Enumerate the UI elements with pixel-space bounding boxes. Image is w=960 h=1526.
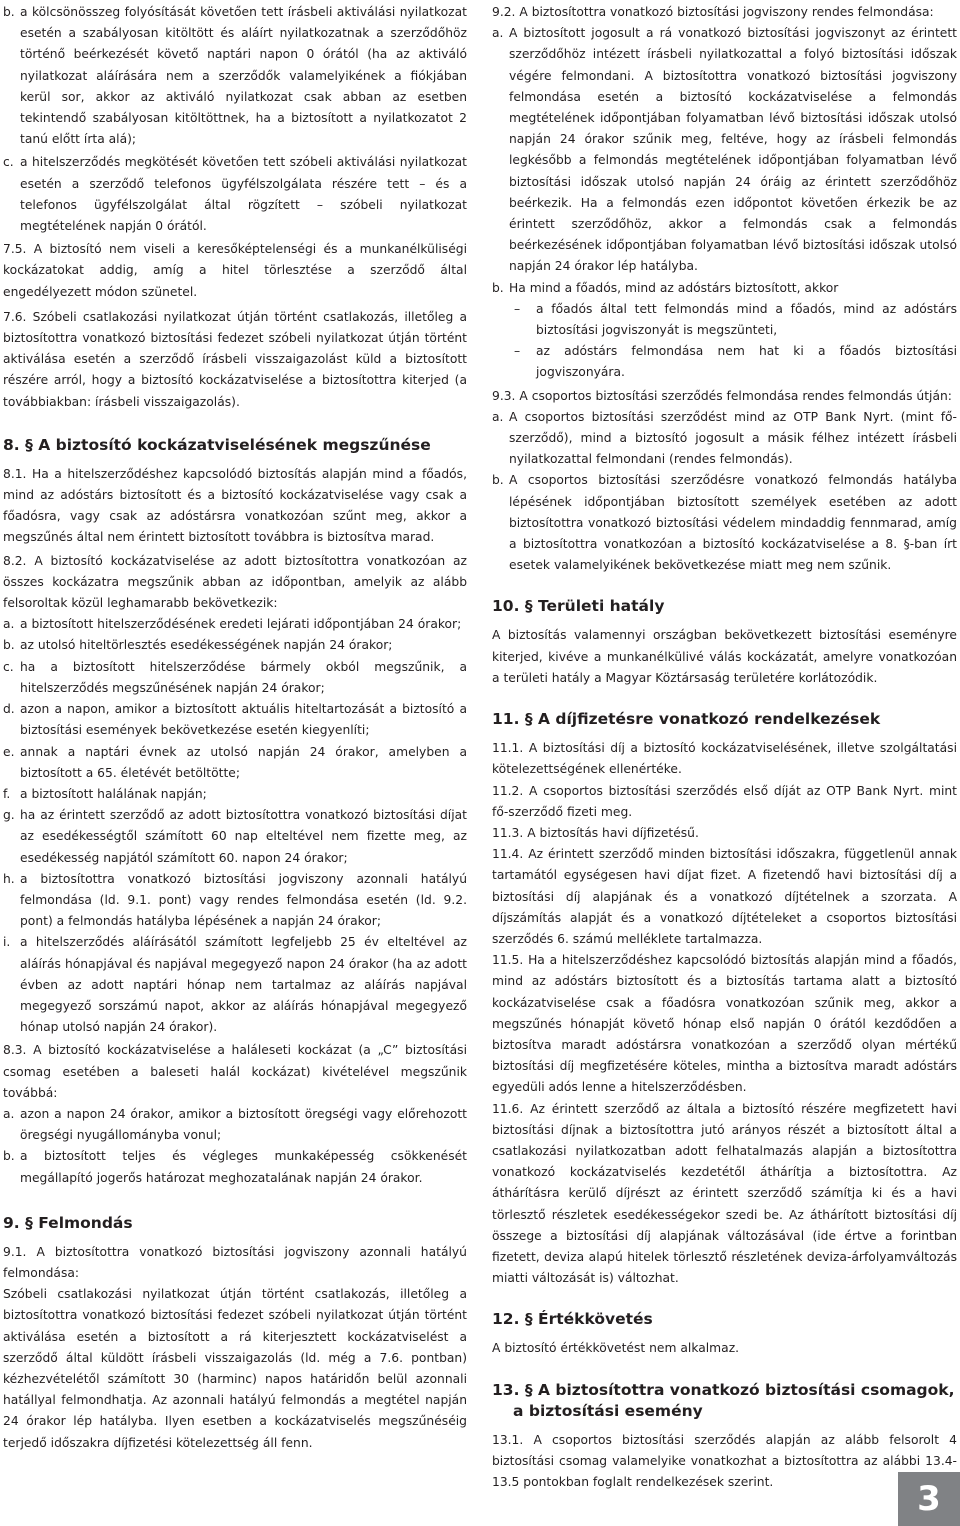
list-8-3: [3, 1104, 467, 1189]
list-item: b. a biztosított teljes és végleges munkaképesség csökkenését megállapító jogerős határozat meghozatalának napján 24 órakor.: [3, 1149, 467, 1185]
paragraph-12: A biztosító értékkövetést nem alkalmaz.: [492, 1341, 740, 1356]
paragraph-9-2: 9.2. A biztosítottra vonatkozó biztosítási jogviszony rendes felmondása:: [492, 5, 934, 19]
list-item: a. azon a napon 24 órakor, amikor a biztosított öregségi vagy előrehozott öregségi nyugállományba vonul;: [3, 1106, 467, 1143]
dash-list-item: – az adóstárs felmondása nem hat ki a főadós biztosítási jogviszonyára.: [514, 344, 957, 380]
paragraph-10: A biztosítás valamennyi országban bekövetkezett biztosítási eseményre kiterjed, kivéve a munkanélkülivé válás kockázatát, amelyre vonatkozóan a területi hatály a Magyar Köztársaság területére korlátozódik.: [492, 628, 957, 685]
section-heading-8: 8. § A biztosító kockázatviselésének megszűnése: [3, 435, 431, 454]
paragraph-7-6: 7.6. Szóbeli csatlakozási nyilatkozat útján történt csatlakozás, illetőleg a biztosítottra vonatkozó biztosítási fedezet szóbeli nyilatkozat útján történt aktiválása esetén a szerződő írásbeli visszaigazolást küld a biztosított részére arról, hogy a biztosító kockázatviselése a biztosítottra kiterjed (a továbbiakban: írásbeli visszaigazolás).: [3, 309, 467, 409]
dash-list-item: – a főadós által tett felmondás mind a főadós, mind az adóstárs biztosítási jogviszonyát is megszünteti,: [514, 301, 957, 338]
paragraph-11-4: 11.4. Az érintett szerződő minden biztosítási időszakra, függetlenül annak tartamától egységesen havi díjat fizet. A fizetendő havi biztosítási díj a biztosítási díj alapjának és a vonatkozó díjtételnek a szorzata. A díjszámítás alapját és a vonatkozó díjtételeket a csoportos biztosítási szerződés 6. számú melléklete tartalmazza.: [492, 847, 957, 946]
section-heading-13-line-2: a biztosítási esemény: [513, 1401, 703, 1420]
left-column: [3, 2, 467, 1454]
paragraph-9-1: 9.1. A biztosítottra vonatkozó biztosítási jogviszony azonnali hatályú felmondása:: [3, 1244, 467, 1280]
paragraph-8-1: 8.1. Ha a hitelszerződéshez kapcsolódó biztosítás alapján mind a főadós, mind az adóstárs biztosított és a biztosító kockázatviselése vagy csak a főadósra, vagy csak az adóstársra vonatkozóan szűnt meg, akkor a megszűnés által nem érintett biztosított továbbra is biztosítva marad.: [3, 466, 467, 545]
list-item: b. az utolsó hiteltörlesztés esedékességének napján 24 órakor;: [3, 638, 393, 653]
right-column: [492, 2, 957, 1493]
section-heading-11: 11. § A díjfizetésre vonatkozó rendelkezések: [492, 710, 881, 729]
paragraph-9-3: 9.3. A csoportos biztosítási szerződés felmondása rendes felmondás útján:: [492, 388, 952, 403]
list-9-3: [492, 407, 957, 577]
list-item: c. ha a biztosított hitelszerződése bármely okból megszűnik, a hitelszerződés megszűnésének napján 24 órakor;: [3, 659, 467, 695]
paragraph-11-3: 11.3. A biztosítás havi díjfizetésű.: [492, 825, 699, 840]
paragraph-9-1-body: Szóbeli csatlakozási nyilatkozat útján történt csatlakozás, illetőleg a biztosítottra vonatkozó biztosítási fedezet szóbeli nyilatkozat útján történt aktiválása esetén a biztosított a rá kiterjesztett kockázatviselést a szerződő által küldött írásbeli visszaigazolás (ld. még a 7.6. pontban) kézhezvételétől számított 30 (harminc) napos határidőn belül azonnali hatállyal felmondhatja. Az azonnali hatályú felmondás a megtétel napján 24 órakor lép hatályba. Ilyen esetben a kockázatviselés megszűnéséig terjedő időszakra díjfizetési kötelezettség áll fenn.: [3, 1287, 467, 1450]
paragraph-8-2: 8.2. A biztosító kockázatviselése az adott biztosítottra vonatkozóan az összes kockázatra megszűnik abban az időpontban, amelyik az alább felsoroltak közül leghamarabb bekövetkezik:: [3, 553, 467, 611]
paragraph-11-6: 11.6. Az érintett szerződő az általa a biztosító részére megfizetett havi biztosítási díjnak a biztosítottra jutó arányos részét a biztosított által a csatlakozási nyilatkozatban adott felhatalmazás alapján a biztosítottra vonatkozó kockázatviselés kezdetétől áthárítja a biztosítottra. Az áthárításra kerülő díjrészt az érintett szerződő számítja ki és a havi törlesztő részletek esedékességekor szedi be. Az áthárított biztosítási díj összege a biztosítási díj alapjának változásával (ide értve a forintban fizetett, deviza alapú hitelek törlesztő részletének deviza-árfolyamváltozás miatti változását is) változhat.: [492, 1101, 957, 1286]
section-heading-9: 9. § Felmondás: [3, 1213, 133, 1232]
paragraph-11-1: 11.1. A biztosítási díj a biztosító kockázatviselésének, illetve szolgáltatási kötelezettségének ellenértéke.: [492, 741, 957, 777]
section-heading-12: 12. § Értékkövetés: [492, 1310, 653, 1329]
paragraph-11-5: 11.5. Ha a hitelszerződéshez kapcsolódó biztosítás alapján mind a főadós, mind az adóstárs biztosított és a biztosítás tartama alatt a biztosító kockázatviselése csak a főadósra vonatkozóan szűnik meg, akkor a megszűnés hónapját követő hónap első napján 0 órától kezdődően a biztosítva maradt adóstársra vonatkozóan a szerződő olyan mértékű biztosítási díj megfizetésére köteles, mintha a biztosítva maradt adóstárs egyedüli adós lenne a hitelszerződésben.: [492, 953, 957, 1095]
paragraph-13-1: 13.1. A csoportos biztosítási szerződés alapján az alább felsorolt 4 biztosítási csomag valamelyike vonatkozhat a biztosítottra az alábbi 13.4-13.5 pontokban foglalt rendelkezések szerint.: [492, 1432, 957, 1489]
list-item: f. a biztosított halálának napján;: [3, 786, 207, 801]
paragraph-8-3: 8.3. A biztosító kockázatviselése a haláleseti kockázat (a „C” biztosítási csomag esetében a baleseti halál kockázat) kivételével megszűnik továbbá:: [3, 1043, 467, 1100]
list-item-b: b. a kölcsönösszeg folyósítását követően tett írásbeli aktiválási nyilatkozat esetén a szabályosan kitöltött és aláírt nyilatkozatnak a szerződőhöz történő beérkezését követő naptári napon 0 órától (ha az aktiváló nyilatkozat aláírására nem a szerződők valamelyikének a fiókjában kerül sor, akkor az aktiváló nyilatkozat csak abban az esetben tekintendő szabályosan kitöltöttnek, ha a biztosított a nyilatkozatot 2 tanú előtt írta alá);: [3, 5, 467, 147]
section-heading-13: [492, 1380, 957, 1422]
list-8-2: [3, 614, 467, 1038]
list-item: g. ha az érintett szerződő az adott biztosítottra vonatkozó biztosítási díjat az esedékességtől számított 60 nap elteltével nem fizette meg, az esedékesség napjától számított 60. napon 24 órakor;: [3, 808, 467, 865]
list-item: h. a biztosítottra vonatkozó biztosítási jogviszony azonnali hatályú felmondása (ld. 9.1. pont) vagy rendes felmondása esetén (ld. 9.2. pont) a felmondás hatályba lépésének a napján 24 órakor;: [3, 871, 467, 929]
page-number-badge: 3: [898, 1472, 960, 1526]
list-item-9-2-a: a. A biztosított jogosult a rá vonatkozó biztosítási jogviszonyt az érintett szerződőhöz intézett írásbeli nyilatkozattal a folyó biztosítási időszak végére felmondani. A biztosítottra vonatkozó biztosítási jogviszony felmondása esetén a biztosító kockázatviselése a felmondás megtételének időpontjában folyamatban lévő biztosítási időszak utolsó napján 24 órakor szűnik meg, feltéve, hogy az írásbeli felmondás legkésőbb a felmondás megtételének időpontjában folyamatban lévő biztosítási időszak utolsó napján 24 óráig az érintett szerződőhöz beérkezik. Ha a felmondás ezen időpontot követően érkezik be az érintett szerződőhöz, akkor a felmondás csak a felmondás beérkezésének időpontjában folyamatban lévő biztosítási időszak utolsó napján 24 órakor lép hatályba.: [492, 26, 957, 274]
dash-list-9-2: [492, 299, 957, 384]
list-item-c: c. a hitelszerződés megkötését követően tett szóbeli aktiválási nyilatkozat esetén a szerződő telefonos ügyfélszolgálata részére tett – és a telefonos ügyfélszolgálat által rögzített – szóbeli nyilatkozat megtételének napján 0 órától.: [3, 155, 467, 234]
list-item: e. annak a naptári évnek az utolsó napján 24 órakor, amelyben a biztosított a 65. életévét betöltötte;: [3, 744, 467, 780]
list-item-9-2-b: b. Ha mind a főadós, mind az adóstárs biztosított, akkor: [492, 280, 839, 295]
list-item: a. A csoportos biztosítási szerződést mind az OTP Bank Nyrt. (mint fő-szerződő), mind a biztosító jogosult a másik félhez intézett írásbeli nyilatkozattal felmondani (rendes felmondás).: [492, 409, 957, 467]
list-item: a. a biztosított hitelszerződésének eredeti lejárati időpontjában 24 órakor;: [3, 617, 462, 632]
section-heading-13-line-1: 13. § A biztosítottra vonatkozó biztosítási csomagok,: [492, 1380, 955, 1399]
paragraph-7-5: 7.5. A biztosító nem viseli a keresőképtelenségi és a munkanélküliségi kockázatokat addig, amíg a hitel törlesztése a szerződő által engedélyezett módon szünetel.: [3, 242, 467, 299]
list-item: i. a hitelszerződés aláírásától számított legfeljebb 25 év elteltével az aláírás hónapjával és napjával megegyező napon 24 órakor (ha az adott évben az adott naptári hónap nem tartalmaz az aláírás napjával megegyező sorszámú napot, akkor az aláírás hónapjával megegyező hónap utolsó napján 24 órakor).: [3, 935, 467, 1035]
list-item: b. A csoportos biztosítási szerződésre vonatkozó felmondás hatályba lépésének időpontjában biztosított személyek esetében az adott biztosítottra vonatkozó biztosítási védelem mindaddig fennmarad, amíg a biztosítottra vonatkozóan a biztosító kockázatviselése a 8. §-ban írt esetek valamelyikének bekövetkezése miatt meg nem szűnik.: [492, 473, 957, 573]
list-item: d. azon a napon, amikor a biztosított aktuális hiteltartozását a biztosító a biztosítási események bekövetkezése esetén kiegyenlíti;: [3, 702, 467, 738]
section-heading-10: 10. § Területi hatály: [492, 597, 665, 616]
paragraph-11-2: 11.2. A csoportos biztosítási szerződés első díját az OTP Bank Nyrt. mint fő-szerződő fizeti meg.: [492, 783, 957, 819]
